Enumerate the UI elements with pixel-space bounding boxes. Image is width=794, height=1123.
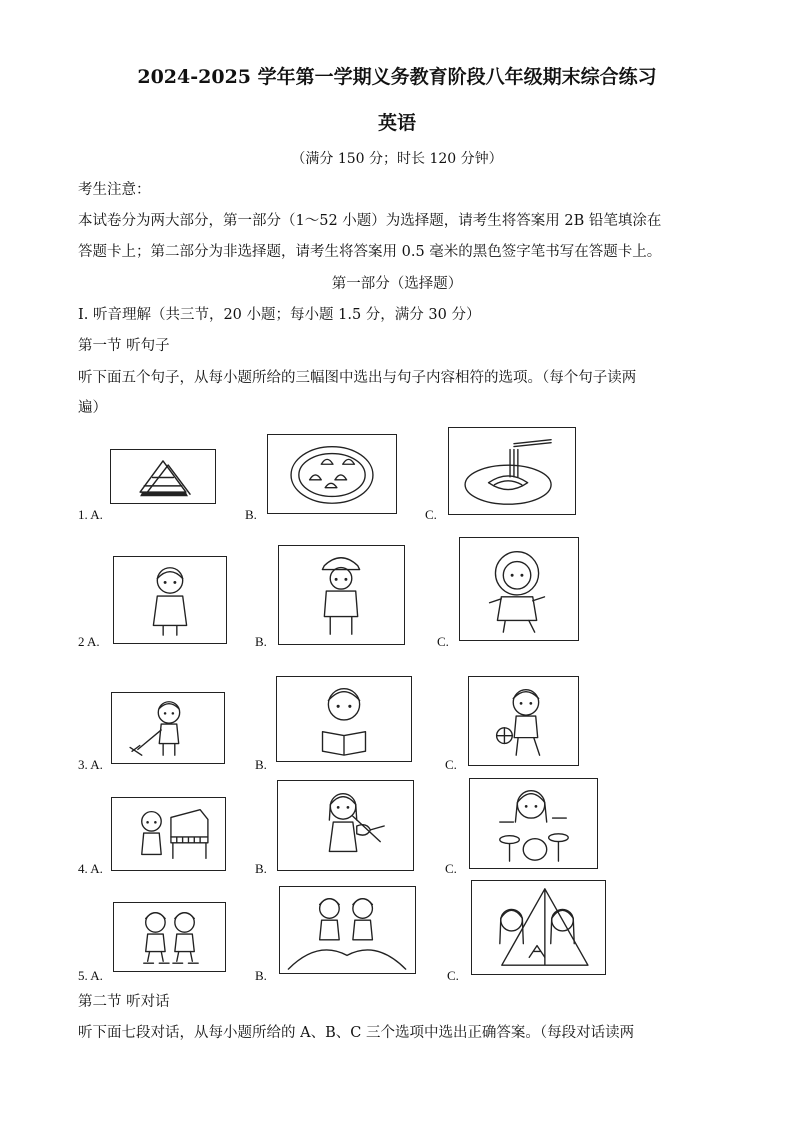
subsection-2-instruction-1: 听下面七段对话，从每小题所给的 A、B、C 三个选项中选出正确答案。（每段对话读两 <box>78 1025 635 1041</box>
q4-label-b: B. <box>255 861 267 876</box>
subsection-1-instruction-2: 遍） <box>78 400 107 416</box>
q1-label-c: C. <box>425 507 437 522</box>
basketball-icon <box>468 676 579 766</box>
q4-label-a: 4. A. <box>78 861 103 876</box>
notice-line-1: 本试卷分为两大部分，第一部分（1～52 小题）为选择题，请考生将答案用 2B 铅笔填涂在 <box>78 213 662 229</box>
sandwich-icon <box>110 449 216 504</box>
q4-label-c: C. <box>445 861 457 876</box>
camping-icon <box>471 880 606 975</box>
doctor-icon <box>113 556 227 644</box>
notice-line-2: 答题卡上；第二部分为非选择题，请考生将答案用 0.5 毫米的黑色签字笔书写在答题卡上。 <box>78 244 662 260</box>
reading-icon <box>276 676 412 762</box>
hiking-icon <box>279 886 416 974</box>
q1-label-a: 1. A. <box>78 507 103 522</box>
subsection-1-title: 第一节 听句子 <box>78 338 170 354</box>
q3-label-b: B. <box>255 757 267 772</box>
q3-label-c: C. <box>445 757 457 772</box>
subsection-2-title: 第二节 听对话 <box>78 994 170 1010</box>
q5-label-b: B. <box>255 968 267 983</box>
page-title: 2024-2025 学年第一学期义务教育阶段八年级期末综合练习 <box>137 66 657 88</box>
dumplings-icon <box>267 434 397 514</box>
q3-label-a: 3. A. <box>78 757 103 772</box>
noodles-icon <box>448 427 576 515</box>
q5-label-a: 5. A. <box>78 968 103 983</box>
q1-label-b: B. <box>245 507 257 522</box>
astronaut-icon <box>459 537 579 641</box>
part1-heading: 第一部分（选择题） <box>331 276 463 292</box>
notice-heading: 考生注意： <box>78 182 151 198</box>
subsection-1-instruction-1: 听下面五个句子，从每小题所给的三幅图中选出与句子内容相符的选项。（每个句子读两 <box>78 370 637 386</box>
section-title: Ⅰ. 听音理解（共三节，20 小题；每小题 1.5 分，满分 30 分） <box>78 307 481 323</box>
q2-label-c: C. <box>437 634 449 649</box>
q5-label-c: C. <box>447 968 459 983</box>
piano-icon <box>111 797 226 871</box>
exam-meta: （满分 150 分；时长 120 分钟） <box>291 151 503 167</box>
violin-icon <box>277 780 414 871</box>
drums-icon <box>469 778 598 869</box>
sweeping-icon <box>111 692 225 764</box>
q2-label-b: B. <box>255 634 267 649</box>
q2-label-a: 2 A. <box>78 634 100 649</box>
firefighter-icon <box>278 545 405 645</box>
subject-title: 英语 <box>377 112 416 134</box>
skating-icon <box>113 902 226 972</box>
